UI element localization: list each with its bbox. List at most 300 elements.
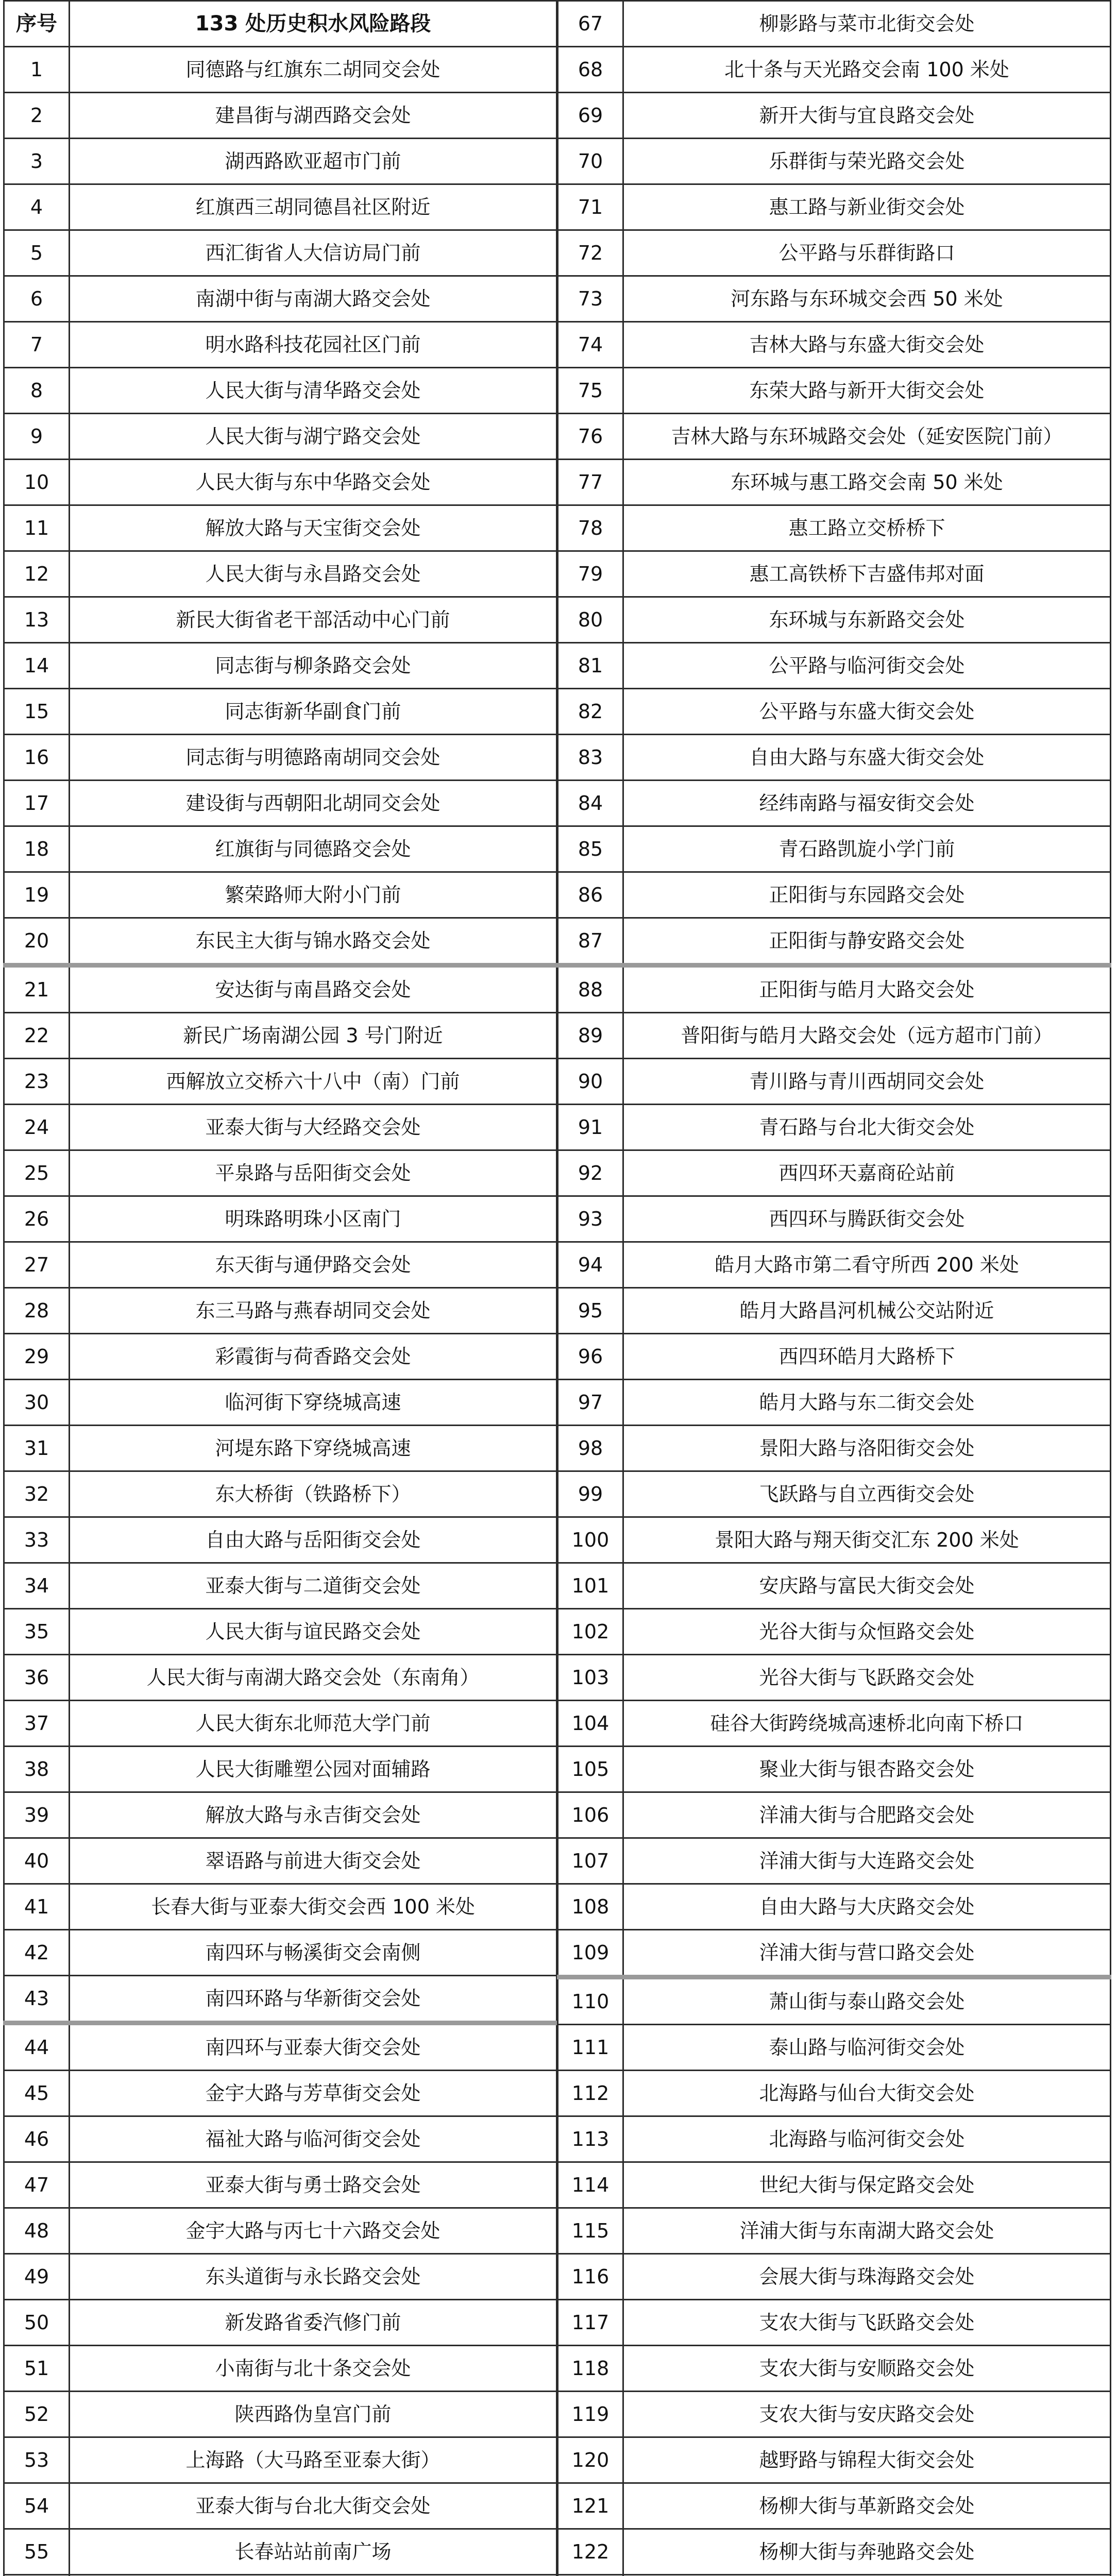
table-header	[4, 1, 557, 47]
row-number: 46	[4, 2116, 70, 2162]
row-number: 90	[558, 1059, 623, 1105]
row-location: 惠工路与新业街交会处	[623, 184, 1111, 230]
row-location: 柳影路与菜市北街交会处	[623, 1, 1111, 47]
row-location: 萧山街与泰山路交会处	[623, 1977, 1111, 2025]
row-number: 8	[4, 368, 70, 414]
row-location: 杨柳大街与奔驰路交会处	[623, 2529, 1111, 2575]
row-location: 西四环与腾跃街交会处	[623, 1196, 1111, 1242]
row-number: 91	[558, 1105, 623, 1150]
table-row	[4, 2392, 557, 2437]
table-row	[4, 643, 557, 689]
row-location: 建昌街与湖西路交会处	[70, 93, 557, 139]
row-number: 95	[558, 1288, 623, 1334]
risk-table-right	[557, 0, 1111, 2576]
row-number: 111	[558, 2025, 623, 2071]
table-row	[558, 2162, 1111, 2208]
table-row	[4, 1059, 557, 1105]
row-number: 17	[4, 781, 70, 826]
row-number: 34	[4, 1563, 70, 1609]
row-number: 16	[4, 735, 70, 781]
row-number: 9	[4, 414, 70, 460]
row-number: 2	[4, 93, 70, 139]
row-number: 52	[4, 2392, 70, 2437]
row-number: 92	[558, 1150, 623, 1196]
row-location: 西四环皓月大路桥下	[623, 1334, 1111, 1380]
table-row	[558, 965, 1111, 1013]
table-row	[558, 597, 1111, 643]
row-number: 7	[4, 322, 70, 368]
row-number: 5	[4, 230, 70, 276]
row-location: 惠工高铁桥下吉盛伟邦对面	[623, 551, 1111, 597]
row-number: 81	[558, 643, 623, 689]
row-location: 景阳大路与翔天街交汇东 200 米处	[623, 1517, 1111, 1563]
table-row	[558, 2392, 1111, 2437]
row-number: 26	[4, 1196, 70, 1242]
table-row	[558, 1655, 1111, 1701]
table-row	[558, 1563, 1111, 1609]
table-row	[4, 276, 557, 322]
table-row	[4, 1288, 557, 1334]
row-number: 84	[558, 781, 623, 826]
table-row	[558, 826, 1111, 872]
table-row	[4, 1242, 557, 1288]
row-location: 东民主大街与锦水路交会处	[70, 918, 557, 965]
row-number: 37	[4, 1701, 70, 1747]
table-row	[558, 872, 1111, 918]
table-row	[4, 1196, 557, 1242]
table-row	[558, 2300, 1111, 2346]
row-location: 同志街与柳条路交会处	[70, 643, 557, 689]
row-location: 光谷大街与飞跃路交会处	[623, 1655, 1111, 1701]
table-row	[4, 322, 557, 368]
table-row	[558, 1105, 1111, 1150]
row-number: 119	[558, 2392, 623, 2437]
row-location: 南四环与畅溪街交会南侧	[70, 1930, 557, 1976]
row-number: 6	[4, 276, 70, 322]
row-number: 38	[4, 1747, 70, 1792]
row-location: 东头道街与永长路交会处	[70, 2254, 557, 2300]
row-number: 19	[4, 872, 70, 918]
table-row	[4, 1747, 557, 1792]
row-location: 光谷大街与众恒路交会处	[623, 1609, 1111, 1655]
row-location: 西四环天嘉商砼站前	[623, 1150, 1111, 1196]
row-location: 南湖中街与南湖大路交会处	[70, 276, 557, 322]
table-row	[558, 689, 1111, 735]
row-location: 上海路（大马路至亚泰大街）	[70, 2437, 557, 2483]
table-row	[4, 139, 557, 184]
row-number: 83	[558, 735, 623, 781]
table-row	[4, 1563, 557, 1609]
row-number: 32	[4, 1471, 70, 1517]
row-number: 115	[558, 2208, 623, 2254]
table-row	[4, 1471, 557, 1517]
row-location: 解放大路与永吉街交会处	[70, 1792, 557, 1838]
row-number: 69	[558, 93, 623, 139]
row-location: 吉林大路与东盛大街交会处	[623, 322, 1111, 368]
row-number: 101	[558, 1563, 623, 1609]
row-number: 106	[558, 1792, 623, 1838]
table-row	[4, 2023, 557, 2071]
row-number: 30	[4, 1380, 70, 1426]
table-row	[4, 2437, 557, 2483]
row-number: 108	[558, 1884, 623, 1930]
table-row	[4, 872, 557, 918]
row-number: 42	[4, 1930, 70, 1976]
header-no: 序号	[4, 1, 70, 47]
row-number: 89	[558, 1013, 623, 1059]
table-row	[4, 965, 557, 1013]
row-location: 亚泰大街与二道街交会处	[70, 1563, 557, 1609]
table-row	[4, 551, 557, 597]
table-row	[558, 1242, 1111, 1288]
table-row	[558, 1747, 1111, 1792]
table-row	[558, 735, 1111, 781]
table-row	[558, 276, 1111, 322]
table-row	[558, 2346, 1111, 2392]
row-location: 河堤东路下穿绕城高速	[70, 1426, 557, 1471]
row-location: 亚泰大街与大经路交会处	[70, 1105, 557, 1150]
row-location: 平泉路与岳阳街交会处	[70, 1150, 557, 1196]
row-number: 23	[4, 1059, 70, 1105]
row-number: 12	[4, 551, 70, 597]
row-location: 河东路与东环城交会西 50 米处	[623, 276, 1111, 322]
row-location: 世纪大街与保定路交会处	[623, 2162, 1111, 2208]
table-row	[558, 643, 1111, 689]
row-number: 3	[4, 139, 70, 184]
row-number: 25	[4, 1150, 70, 1196]
row-number: 29	[4, 1334, 70, 1380]
table-row	[4, 735, 557, 781]
row-number: 86	[558, 872, 623, 918]
row-location: 人民大街与清华路交会处	[70, 368, 557, 414]
table-row	[558, 1013, 1111, 1059]
row-number: 82	[558, 689, 623, 735]
row-number: 80	[558, 597, 623, 643]
row-number: 96	[558, 1334, 623, 1380]
row-location: 支农大街与安顺路交会处	[623, 2346, 1111, 2392]
row-location: 南四环路与华新街交会处	[70, 1976, 557, 2023]
table-row	[4, 781, 557, 826]
row-location: 新发路省委汽修门前	[70, 2300, 557, 2346]
table-row	[558, 460, 1111, 505]
table-row	[558, 2529, 1111, 2575]
row-location: 青石路与台北大街交会处	[623, 1105, 1111, 1150]
table-row	[4, 368, 557, 414]
row-number: 98	[558, 1426, 623, 1471]
table-row	[558, 230, 1111, 276]
row-location: 新开大街与宜良路交会处	[623, 93, 1111, 139]
row-location: 正阳街与皓月大路交会处	[623, 965, 1111, 1013]
row-number: 85	[558, 826, 623, 872]
table-row	[4, 505, 557, 551]
row-number: 97	[558, 1380, 623, 1426]
table-row	[558, 368, 1111, 414]
row-location: 皓月大路昌河机械公交站附近	[623, 1288, 1111, 1334]
table-row	[558, 1609, 1111, 1655]
table-row	[558, 918, 1111, 965]
table-row	[558, 1150, 1111, 1196]
row-location: 自由大路与岳阳街交会处	[70, 1517, 557, 1563]
row-location: 普阳街与皓月大路交会处（远方超市门前）	[623, 1013, 1111, 1059]
row-number: 122	[558, 2529, 623, 2575]
table-row	[558, 1838, 1111, 1884]
row-number: 48	[4, 2208, 70, 2254]
row-location: 人民大街与永昌路交会处	[70, 551, 557, 597]
table-row	[4, 2071, 557, 2116]
table-row	[4, 1334, 557, 1380]
table-row	[4, 597, 557, 643]
row-number: 120	[558, 2437, 623, 2483]
table-row	[558, 2437, 1111, 2483]
row-number: 79	[558, 551, 623, 597]
row-location: 安达街与南昌路交会处	[70, 965, 557, 1013]
table-row	[558, 184, 1111, 230]
row-number: 11	[4, 505, 70, 551]
row-number: 18	[4, 826, 70, 872]
table-row	[558, 2254, 1111, 2300]
row-location: 洋浦大街与大连路交会处	[623, 1838, 1111, 1884]
row-number: 103	[558, 1655, 623, 1701]
row-location: 北十条与天光路交会南 100 米处	[623, 47, 1111, 93]
row-number: 36	[4, 1655, 70, 1701]
table-row	[4, 93, 557, 139]
row-location: 洋浦大街与营口路交会处	[623, 1930, 1111, 1977]
row-location: 彩霞街与荷香路交会处	[70, 1334, 557, 1380]
table-row	[558, 1426, 1111, 1471]
row-number: 53	[4, 2437, 70, 2483]
table-row	[558, 1517, 1111, 1563]
row-location: 越野路与锦程大街交会处	[623, 2437, 1111, 2483]
table-row	[558, 2483, 1111, 2529]
row-location: 吉林大路与东环城路交会处（延安医院门前）	[623, 414, 1111, 460]
row-number: 110	[558, 1977, 623, 2025]
row-location: 聚业大街与银杏路交会处	[623, 1747, 1111, 1792]
row-location: 景阳大路与洛阳街交会处	[623, 1426, 1111, 1471]
row-location: 惠工路立交桥桥下	[623, 505, 1111, 551]
row-location: 北海路与临河街交会处	[623, 2116, 1111, 2162]
row-location: 支农大街与安庆路交会处	[623, 2392, 1111, 2437]
row-location: 长春大街与亚泰大街交会西 100 米处	[70, 1884, 557, 1930]
row-number: 105	[558, 1747, 623, 1792]
row-location: 翠语路与前进大街交会处	[70, 1838, 557, 1884]
table-row	[4, 1517, 557, 1563]
table-row	[4, 1884, 557, 1930]
row-number: 93	[558, 1196, 623, 1242]
row-location: 陕西路伪皇宫门前	[70, 2392, 557, 2437]
table-row	[558, 2208, 1111, 2254]
table-row	[558, 93, 1111, 139]
row-location: 东环城与惠工路交会南 50 米处	[623, 460, 1111, 505]
row-number: 113	[558, 2116, 623, 2162]
row-location: 北海路与仙台大街交会处	[623, 2071, 1111, 2116]
table-row	[558, 139, 1111, 184]
row-number: 27	[4, 1242, 70, 1288]
row-location: 小南街与北十条交会处	[70, 2346, 557, 2392]
row-number: 94	[558, 1242, 623, 1288]
row-location: 洋浦大街与合肥路交会处	[623, 1792, 1111, 1838]
row-number: 104	[558, 1701, 623, 1747]
row-number: 116	[558, 2254, 623, 2300]
table-row	[4, 1013, 557, 1059]
table-row	[558, 2071, 1111, 2116]
row-number: 31	[4, 1426, 70, 1471]
row-number: 87	[558, 918, 623, 965]
row-number: 33	[4, 1517, 70, 1563]
table-row	[4, 918, 557, 965]
header-location: 133 处历史积水风险路段	[70, 1, 557, 47]
row-location: 新民广场南湖公园 3 号门附近	[70, 1013, 557, 1059]
table-row	[4, 47, 557, 93]
row-location: 长春站站前南广场	[70, 2529, 557, 2575]
table-row	[558, 414, 1111, 460]
table-row	[4, 1792, 557, 1838]
row-number: 51	[4, 2346, 70, 2392]
row-location: 亚泰大街与勇士路交会处	[70, 2162, 557, 2208]
table-row	[4, 826, 557, 872]
row-number: 13	[4, 597, 70, 643]
row-number: 54	[4, 2483, 70, 2529]
table-row	[4, 2208, 557, 2254]
row-number: 47	[4, 2162, 70, 2208]
row-number: 99	[558, 1471, 623, 1517]
row-number: 118	[558, 2346, 623, 2392]
row-location: 飞跃路与自立西街交会处	[623, 1471, 1111, 1517]
row-location: 安庆路与富民大街交会处	[623, 1563, 1111, 1609]
row-location: 亚泰大街与台北大街交会处	[70, 2483, 557, 2529]
row-location: 人民大街与南湖大路交会处（东南角）	[70, 1655, 557, 1701]
row-location: 东环城与东新路交会处	[623, 597, 1111, 643]
row-number: 68	[558, 47, 623, 93]
row-number: 45	[4, 2071, 70, 2116]
row-number: 4	[4, 184, 70, 230]
row-number: 102	[558, 1609, 623, 1655]
row-number: 22	[4, 1013, 70, 1059]
table-row	[4, 2346, 557, 2392]
row-location: 西解放立交桥六十八中（南）门前	[70, 1059, 557, 1105]
row-number: 88	[558, 965, 623, 1013]
row-location: 人民大街与东中华路交会处	[70, 460, 557, 505]
table-row	[4, 2300, 557, 2346]
row-location: 南四环与亚泰大街交会处	[70, 2023, 557, 2071]
row-number: 28	[4, 1288, 70, 1334]
row-location: 东荣大路与新开大街交会处	[623, 368, 1111, 414]
table-row	[558, 2025, 1111, 2071]
row-location: 正阳街与东园路交会处	[623, 872, 1111, 918]
row-location: 新民大街省老干部活动中心门前	[70, 597, 557, 643]
row-location: 湖西路欧亚超市门前	[70, 139, 557, 184]
row-number: 41	[4, 1884, 70, 1930]
row-number: 49	[4, 2254, 70, 2300]
row-location: 临河街下穿绕城高速	[70, 1380, 557, 1426]
table-row	[4, 1380, 557, 1426]
row-number: 100	[558, 1517, 623, 1563]
row-location: 青石路凯旋小学门前	[623, 826, 1111, 872]
table-row	[558, 1380, 1111, 1426]
row-number: 1	[4, 47, 70, 93]
row-number: 75	[558, 368, 623, 414]
row-location: 自由大路与大庆路交会处	[623, 1884, 1111, 1930]
row-location: 同志街与明德路南胡同交会处	[70, 735, 557, 781]
row-number: 78	[558, 505, 623, 551]
table-row	[558, 2116, 1111, 2162]
table-row	[558, 781, 1111, 826]
row-location: 公平路与乐群街路口	[623, 230, 1111, 276]
row-location: 红旗西三胡同德昌社区附近	[70, 184, 557, 230]
table-row	[558, 1471, 1111, 1517]
row-number: 24	[4, 1105, 70, 1150]
table-row	[558, 1196, 1111, 1242]
table-row	[4, 1701, 557, 1747]
row-location: 东三马路与燕春胡同交会处	[70, 1288, 557, 1334]
row-number: 10	[4, 460, 70, 505]
row-location: 金宇大路与丙七十六路交会处	[70, 2208, 557, 2254]
table-row	[4, 1426, 557, 1471]
row-location: 建设街与西朝阳北胡同交会处	[70, 781, 557, 826]
row-number: 117	[558, 2300, 623, 2346]
table-row	[4, 2254, 557, 2300]
table-row	[558, 1334, 1111, 1380]
row-number: 15	[4, 689, 70, 735]
left-table-body	[4, 47, 557, 2576]
table-row	[4, 1609, 557, 1655]
row-number: 35	[4, 1609, 70, 1655]
row-number: 21	[4, 965, 70, 1013]
row-location: 皓月大路市第二看守所西 200 米处	[623, 1242, 1111, 1288]
row-location: 会展大街与珠海路交会处	[623, 2254, 1111, 2300]
table-row	[558, 1701, 1111, 1747]
row-location: 金宇大路与芳草街交会处	[70, 2071, 557, 2116]
table-row	[4, 184, 557, 230]
row-location: 东大桥街（铁路桥下）	[70, 1471, 557, 1517]
table-row	[558, 551, 1111, 597]
row-location: 繁荣路师大附小门前	[70, 872, 557, 918]
row-location: 正阳街与静安路交会处	[623, 918, 1111, 965]
table-row	[4, 414, 557, 460]
table-row	[4, 1655, 557, 1701]
table-row	[558, 322, 1111, 368]
row-location: 乐群街与荣光路交会处	[623, 139, 1111, 184]
table-row	[558, 505, 1111, 551]
row-number: 71	[558, 184, 623, 230]
row-number: 39	[4, 1792, 70, 1838]
row-location: 明水路科技花园社区门前	[70, 322, 557, 368]
table-row	[4, 230, 557, 276]
row-location: 经纬南路与福安街交会处	[623, 781, 1111, 826]
row-location: 同志街新华副食门前	[70, 689, 557, 735]
table-row	[558, 1, 1111, 47]
row-number: 40	[4, 1838, 70, 1884]
row-location: 解放大路与天宝街交会处	[70, 505, 557, 551]
row-number: 20	[4, 918, 70, 965]
table-row	[4, 2116, 557, 2162]
row-location: 支农大街与飞跃路交会处	[623, 2300, 1111, 2346]
table-row	[558, 1792, 1111, 1838]
table-row	[4, 2162, 557, 2208]
table-row	[558, 1884, 1111, 1930]
table-row	[4, 2529, 557, 2575]
row-location: 青川路与青川西胡同交会处	[623, 1059, 1111, 1105]
row-number: 76	[558, 414, 623, 460]
row-number: 55	[4, 2529, 70, 2575]
table-row	[558, 1059, 1111, 1105]
table-row	[558, 47, 1111, 93]
row-location: 同德路与红旗东二胡同交会处	[70, 47, 557, 93]
row-location: 人民大街东北师范大学门前	[70, 1701, 557, 1747]
row-location: 硅谷大街跨绕城高速桥北向南下桥口	[623, 1701, 1111, 1747]
row-location: 人民大街与湖宁路交会处	[70, 414, 557, 460]
row-location: 明珠路明珠小区南门	[70, 1196, 557, 1242]
table-row	[4, 1105, 557, 1150]
